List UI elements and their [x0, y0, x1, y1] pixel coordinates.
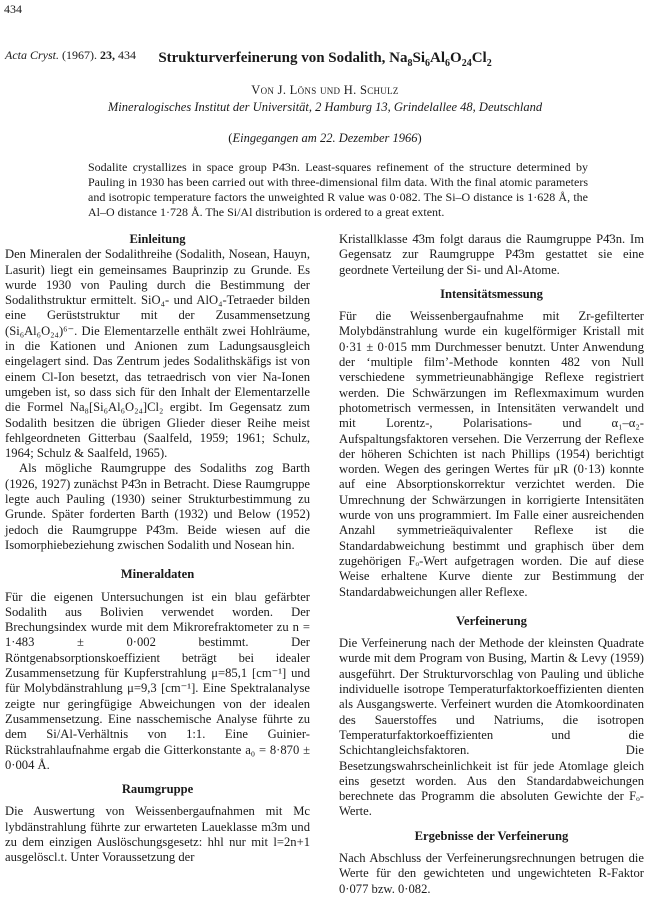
paragraph: Nach Abschluss der Verfeinerungsrechnungen betrugen die Werte für den gewichteten und ungewichteten R-Faktor 0·077 bzw. 0·082.	[339, 850, 644, 896]
heading-raumgruppe: Raumgruppe	[121, 782, 194, 797]
paragraph: Kristallklasse 4̄3m folgt daraus die Raumgruppe P4̄3n. Im Gegensatz zur Raumgruppe P4̄3m gestattet sie eine geordnete Verteilung der Si- und Al-Atome.	[339, 232, 644, 277]
abstract: Sodalite crystallizes in space group P4̄3n. Least-squares refinement of the structure determined by Pauling in 1930 has been carried out with three-dimensional film data. With the final atomic parameters and isotropic temperature factors the unweighted R value was 0·082. The Si–O distance is 1·628 Å, the Al–O distance 1·728 Å. The Si/Al distribution is ordered to a great extent.	[88, 160, 588, 219]
paragraph: Für die Weissenbergaufnahme mit Zr-gefilterter Molybdänstrahlung wurde ein kugelförmiger Kristall mit 0·31 ± 0·015 mm Durchmesser benutzt. Unter Anwendung der ‘multiple film’-Methode konnten 482 von Null verschiedene symmetrieunabhängige Reflexe registriert werden. Die Schwärzungen im Reflexmaximum wurden photometrisch vermessen, in Intensitäten verwandelt und mit Lorentz-, Polarisations- und α₁–α₂-Aufspaltungsfaktoren versehen. Die Verzerrung der Reflexe der höheren Schichten ist nach Phillips (1954) berichtigt worden. Wegen des geringen Wertes für μR (0·13) konnte auf eine Absorptionskorrektur verzichtet werden. Die Umrechnung der Schwärzungen in korrigierte Intensitäten wurde von uns programmiert. Im Falle einer ausreichenden Anzahl symmetrieäquivalenter Reflexe ist die Standardabweichung bestimmt und graphisch über dem zugehörigen Fₒ-Wert aufgetragen worden. Die auf diese Weise erhaltene Kurve diente zur Bestimmung der Standardabweichungen aller Reflexe.	[339, 309, 644, 599]
heading-einleitung: Einleitung	[129, 232, 186, 246]
journal-year: (1967).	[62, 48, 97, 62]
page-number: 434	[4, 2, 22, 16]
paragraph: Für die eigenen Untersuchungen ist ein blau gefärbter Sodalith aus Bolivien verwendet worden. Der Brechungsindex wurde mit dem Mikrorefraktometer zu n = 1·483 ± 0·002 bestimmt. Der Röntgenabsorptionskoeffizient beträgt bei idealer Zusammensetzung für Kupferstrahlung μ=85,1 [cm⁻¹] und für Molybdänstrahlung μ=9,3 [cm⁻¹]. Eine Spektralanalyse zeigte nur geringfügige Abweichungen von der idealen Zusammensetzung. Eine nasschemische Analyse führte zu dem Si/Al-Verhältnis von 1:1. Eine Guinier-Rückstrahlaufnahme ergab die Gitterkonstante a₀ = 8·870 ± 0·004 Å.	[5, 589, 310, 772]
heading-ergebnisse: Ergebnisse der Verfeinerung	[414, 828, 569, 843]
paragraph: Die Auswertung von Weissenbergaufnahmen mit Mc lybdänstrahlung führte zur erwarteten Laueklasse m3m und zu dem einzigen Auslöschungsgesetz: hhl nur mit l=2n+1 ausgelöscl.t. Unter Voraussetzung der	[5, 804, 310, 865]
heading-intensitaetsmessung: Intensitätsmessung	[440, 286, 543, 301]
right-column	[339, 232, 644, 897]
heading-verfeinerung: Verfeinerung	[456, 613, 527, 628]
article-title: Strukturverfeinerung von Sodalith, $Na_8Si_6Al_6O_{24}Cl_2$	[158, 50, 492, 69]
affiliation: Mineralogisches Institut der Universität, 2 Hamburg 13, Grindelallee 48, Deutschland	[107, 100, 543, 114]
authors: Von J. Löns und H. Schulz	[251, 83, 399, 97]
paragraph: Die Verfeinerung nach der Methode der kleinsten Quadrate wurde mit dem Program von Busing, Martin & Levy (1959) ausgeführt. Der Strukturvorschlag von Pauling und übliche individuelle isotrope Temperaturfaktorkoeffizienten dienten als Ausgangswerte. Verfeinert wurden die Atomkoordinaten des Sauerstoffes und Natriums, die isotropen Temperaturfaktorkoeffizienten und die Schichtangleichsfaktoren. Die Besetzungswahrscheinlichkeit ist für jede Atomlage gleich eins gesetzt worden. Aus den Standardabweichungen berechnete das Programm die absoluten Gewichte der Fₒ-Werte.	[339, 636, 644, 819]
heading-mineraldaten: Mineraldaten	[120, 567, 195, 582]
journal-volume: 23,	[100, 48, 115, 62]
left-column	[5, 232, 310, 866]
journal-name: Acta Cryst.	[5, 48, 59, 62]
received-date: (Eingegangen am 22. Dezember 1966)	[228, 131, 422, 145]
paragraph: Den Mineralen der Sodalithreihe (Sodalith, Nosean, Hauyn, Lasurit) liegt ein gemeinsames Bauprinzip zu Grunde. Es wurde 1930 von Pauling durch die Bestimmung der Sodalithstruktur ermittelt. SiO₄- und AlO₄-Tetraeder bilden eine Gerüststruktur mit der Zusammensetzung (Si₆Al₆O₂₄)⁶⁻. Die Elementarzelle enthält zwei Hohlräume, in die Kationen und Anionen zum Ladungsausgleich eingelagert sind. Das Zentrum jedes Sodalithskäfigs ist von einem Cl-Ion besetzt, das tetraedrisch von vier Na-Ionen umgeben ist, so dass sich für den Inhalt der Elementarzelle die Formel Na₈[Si₆Al₆O₂₄]Cl₂ ergibt. Im Gegensatz zum Sodalith besitzen die übrigen Glieder dieser Reihe meist fehlgeordneten Gitterbau (Saalfeld, 1959; 1961; Schulz, 1964; Schulz & Saalfeld, 1965).	[5, 247, 310, 461]
journal-page: 434	[118, 48, 136, 62]
paragraph: Als mögliche Raumgruppe des Sodaliths zog Barth (1926, 1927) zunächst P4̄3n in Betracht. Diese Raumgruppe legte auch Pauling (1930) seiner Strukturbestimmung zu Grunde. Später forderten Barth (1932) und Below (1952) jedoch die Raumgruppe P4̄3m. Beide wiesen auf die Isomorphiebeziehung zwischen Sodalith und Nosean hin.	[5, 461, 310, 552]
